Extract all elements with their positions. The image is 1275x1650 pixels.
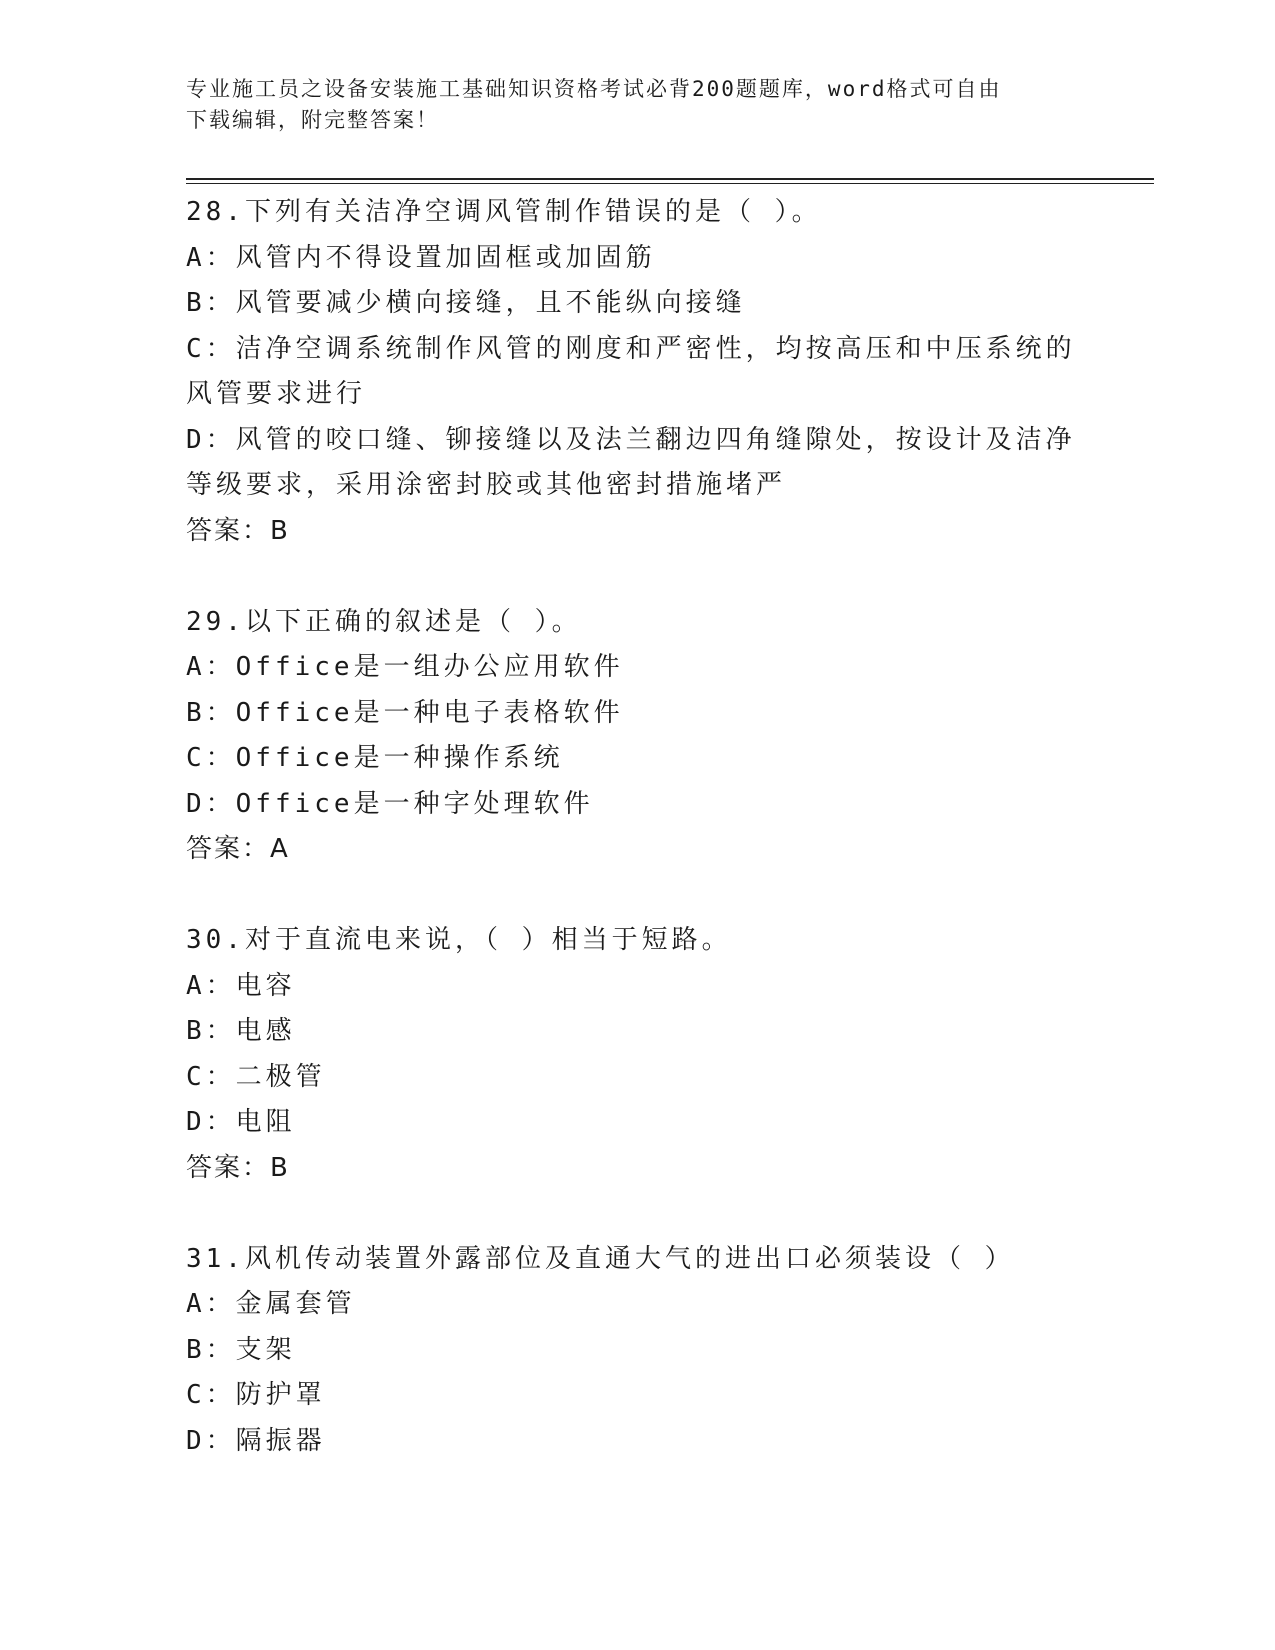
- header-divider-thick: [186, 178, 1154, 180]
- question-30: [186, 918, 1086, 1191]
- question-stem: 30.对于直流电来说，（ ）相当于短路。: [186, 925, 732, 955]
- option-d: D：电阻: [186, 1107, 296, 1137]
- option-d: D：隔振器: [186, 1425, 326, 1456]
- document-header: [186, 74, 1066, 136]
- option-c: C：洁净空调系统制作风管的刚度和严密性，均按高压和中压系统的风管要求进行: [186, 333, 1076, 409]
- option-b: B：风管要减少横向接缝，且不能纵向接缝: [186, 288, 746, 318]
- option-c: C：防护罩: [186, 1380, 326, 1410]
- option-a: A：Office是一组办公应用软件: [186, 652, 624, 682]
- question-stem: 28.下列有关洁净空调风管制作错误的是（ ）。: [186, 197, 822, 227]
- option-d: D：Office是一种字处理软件: [186, 788, 594, 819]
- question-31: [186, 1237, 1086, 1465]
- option-a: A：金属套管: [186, 1289, 356, 1319]
- option-c: C：Office是一种操作系统: [186, 743, 564, 773]
- option-b: B：支架: [186, 1334, 296, 1365]
- answer-text: 答案：A: [186, 834, 290, 864]
- header-line-1: 专业施工员之设备安装施工基础知识资格考试必背200题题库，word格式可自由: [186, 77, 1002, 101]
- question-28: [186, 190, 1086, 554]
- question-stem: 31.风机传动装置外露部位及直通大气的进出口必须装设（ ）: [186, 1243, 1015, 1274]
- question-list: [186, 190, 1086, 1510]
- header-line-2: 下载编辑，附完整答案！: [186, 108, 439, 132]
- answer-text: 答案：B: [186, 1152, 290, 1183]
- answer-text: 答案：B: [186, 515, 290, 546]
- question-29: [186, 600, 1086, 873]
- option-a: A：电容: [186, 970, 296, 1001]
- option-c: C：二极管: [186, 1061, 326, 1092]
- option-a: A：风管内不得设置加固框或加固筋: [186, 242, 656, 273]
- option-b: B：Office是一种电子表格软件: [186, 697, 624, 728]
- option-d: D：风管的咬口缝、铆接缝以及法兰翻边四角缝隙处，按设计及洁净等级要求，采用涂密封胶或其他密封措施堵严: [186, 424, 1076, 500]
- header-divider-thin: [186, 183, 1154, 184]
- question-stem: 29.以下正确的叙述是（ ）。: [186, 606, 582, 637]
- option-b: B：电感: [186, 1016, 296, 1046]
